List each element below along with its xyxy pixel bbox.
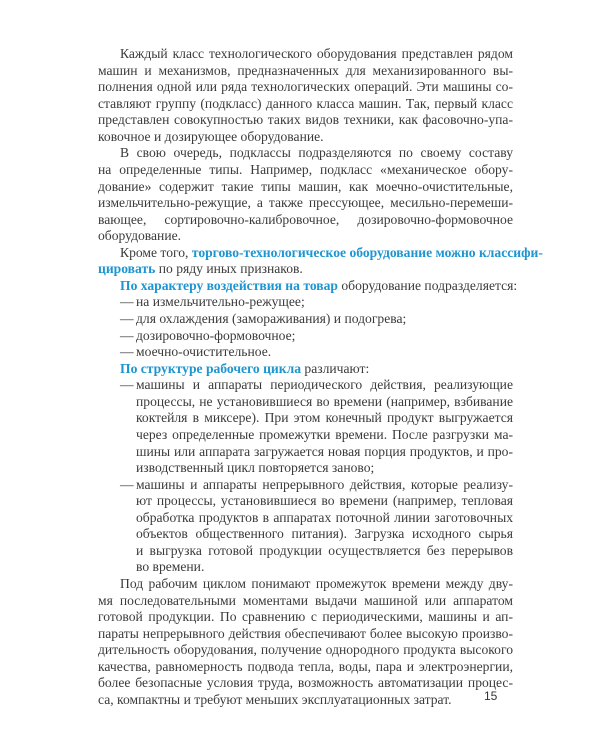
text-line: [98, 642, 513, 659]
list-item: [98, 328, 513, 345]
text-line: [98, 576, 513, 593]
text-line: [98, 427, 513, 444]
text-line: [98, 63, 513, 80]
text: мя последовательными моментами выдачи машиной или аппаратом: [98, 592, 513, 608]
text-line: [98, 261, 513, 278]
text-line: [98, 129, 513, 146]
list-item: [98, 311, 513, 328]
text-line: [98, 46, 513, 63]
text: коктейля в миксере). При этом конечный продукт выгружается: [136, 410, 513, 426]
list-dash: —: [120, 327, 134, 343]
paragraph: [98, 145, 513, 244]
text: через определенные промежутки времени. После разгрузки ма-: [136, 426, 513, 442]
text: и выгрузка готовой продукции осуществляется без перерывов: [136, 542, 513, 558]
text-line: [98, 394, 513, 411]
text: обработка продуктов в аппаратах поточной линии заготовочных: [136, 509, 513, 525]
text-line: [98, 493, 513, 510]
text-line: [98, 609, 513, 626]
paragraph: [98, 46, 513, 145]
page-number: 15: [484, 689, 498, 703]
text-line: [98, 559, 513, 576]
text: дительность оборудования, получение однородного продукта высокого: [98, 642, 513, 658]
text-line: [98, 410, 513, 427]
text: дозировочно-формовочное;: [136, 327, 296, 343]
text: измельчительно-режущие, а также прессующее, месильно-перемеши-: [98, 195, 513, 211]
text-line: [98, 361, 513, 378]
text: во времени.: [136, 559, 205, 575]
text: оборудование подразделяется:: [337, 277, 518, 293]
text: готовой продукции. По сравнению с периодическими, машины и ап-: [98, 609, 513, 625]
text-line: [98, 526, 513, 543]
text-line: [98, 510, 513, 527]
text-line: [98, 311, 513, 328]
text: вающее, сортировочно-калибровочное, дозировочно-формовочное: [98, 211, 513, 227]
list-item: [98, 377, 513, 476]
text-line: [98, 79, 513, 96]
text: качества, равномерность подвода тепла, воды, пара и электроэнергии,: [98, 658, 513, 674]
text: машин и механизмов, предназначенных для механизированного вы-: [98, 62, 513, 78]
list-dash: —: [120, 476, 134, 492]
highlighted-term: цировать: [98, 261, 156, 277]
text: различают:: [301, 360, 370, 376]
text-line: [98, 593, 513, 610]
highlighted-term: По структуре рабочего цикла: [120, 360, 302, 376]
text-line: [98, 692, 513, 709]
text: параты непрерывного действия обеспечивают более высокую произво-: [98, 625, 513, 641]
highlighted-term: торгово-технологическое оборудование можно классифи-: [191, 244, 543, 260]
text: процессы, не установившиеся во времени (например, взбивание: [136, 393, 513, 409]
text-line: [98, 477, 513, 494]
text: В свою очередь, подклассы подразделяются по своему составу: [120, 145, 513, 161]
text-line: [98, 96, 513, 113]
text-line: [98, 460, 513, 477]
highlighted-term: По характеру воздействия на товар: [120, 277, 338, 293]
text: на определенные типы. Например, подкласс «механическое обору-: [98, 161, 513, 177]
text-line: [98, 659, 513, 676]
text: для охлаждения (замораживания) и подогрева;: [136, 311, 407, 326]
page-body: [98, 46, 543, 709]
text-line: [98, 277, 518, 295]
section-lead: [98, 277, 518, 295]
text: моечно-очистительное.: [136, 344, 272, 360]
text-line: [98, 179, 513, 196]
text-line: [98, 543, 513, 560]
text: по ряду иных признаков.: [155, 261, 303, 277]
paragraph: [98, 576, 513, 709]
text-line: [98, 244, 543, 262]
text: полнения одной или ряда технологических операций. Эти машины со-: [98, 79, 513, 95]
text: оборудование.: [98, 228, 182, 244]
list-item: [98, 344, 513, 361]
text-line: [98, 162, 513, 179]
text: Под рабочим циклом понимают промежуток времени между дву-: [120, 576, 513, 591]
text: Кроме того,: [120, 244, 192, 260]
text-line: [98, 112, 513, 129]
list-item: [98, 477, 513, 576]
text-line: [98, 195, 513, 212]
text: машины и аппараты периодического действия, реализующие: [136, 377, 513, 393]
text-line: [98, 294, 513, 311]
text: ставляют группу (подкласс) данного класса машин. Так, первый класс: [98, 95, 513, 111]
text: машины и аппараты непрерывного действия, которые реализу-: [136, 476, 513, 492]
text-line: [98, 444, 513, 461]
list-dash: —: [120, 311, 134, 326]
text: на измельчительно-режущее;: [136, 294, 305, 310]
text: изводственный цикл повторяется заново;: [136, 460, 375, 476]
list-dash: —: [120, 377, 134, 393]
text-line: [98, 145, 513, 162]
text-line: [98, 626, 513, 643]
text-line: [98, 212, 513, 229]
text: Каждый класс технологического оборудования представлен рядом: [120, 46, 513, 61]
text: представлен совокупностью таких видов техники, как фасовочно-упа-: [98, 112, 513, 128]
text: более безопасные условия труда, возможность автоматизации процес-: [98, 675, 513, 691]
list-dash: —: [120, 294, 134, 310]
text: ковочное и дозирующее оборудование.: [98, 128, 324, 144]
text-line: [98, 344, 513, 361]
text-line: [98, 228, 513, 245]
text-line: [98, 675, 513, 692]
text: ют процессы, установившиеся во времени (например, тепловая: [136, 493, 513, 509]
text: дование» содержит такие типы машин, как моечно-очистительные,: [98, 178, 513, 194]
list-item: [98, 294, 513, 311]
text: объектов общественного питания). Загрузка исходного сырья: [136, 526, 513, 542]
text-line: [98, 377, 513, 394]
text: шины или аппарата загружается новая порция продуктов, и про-: [136, 443, 513, 459]
list-dash: —: [120, 344, 134, 360]
paragraph: [98, 244, 543, 278]
text-line: [98, 328, 513, 345]
text: са, компактны и требуют меньших эксплуатационных затрат.: [98, 691, 452, 707]
section-lead: [98, 361, 513, 378]
